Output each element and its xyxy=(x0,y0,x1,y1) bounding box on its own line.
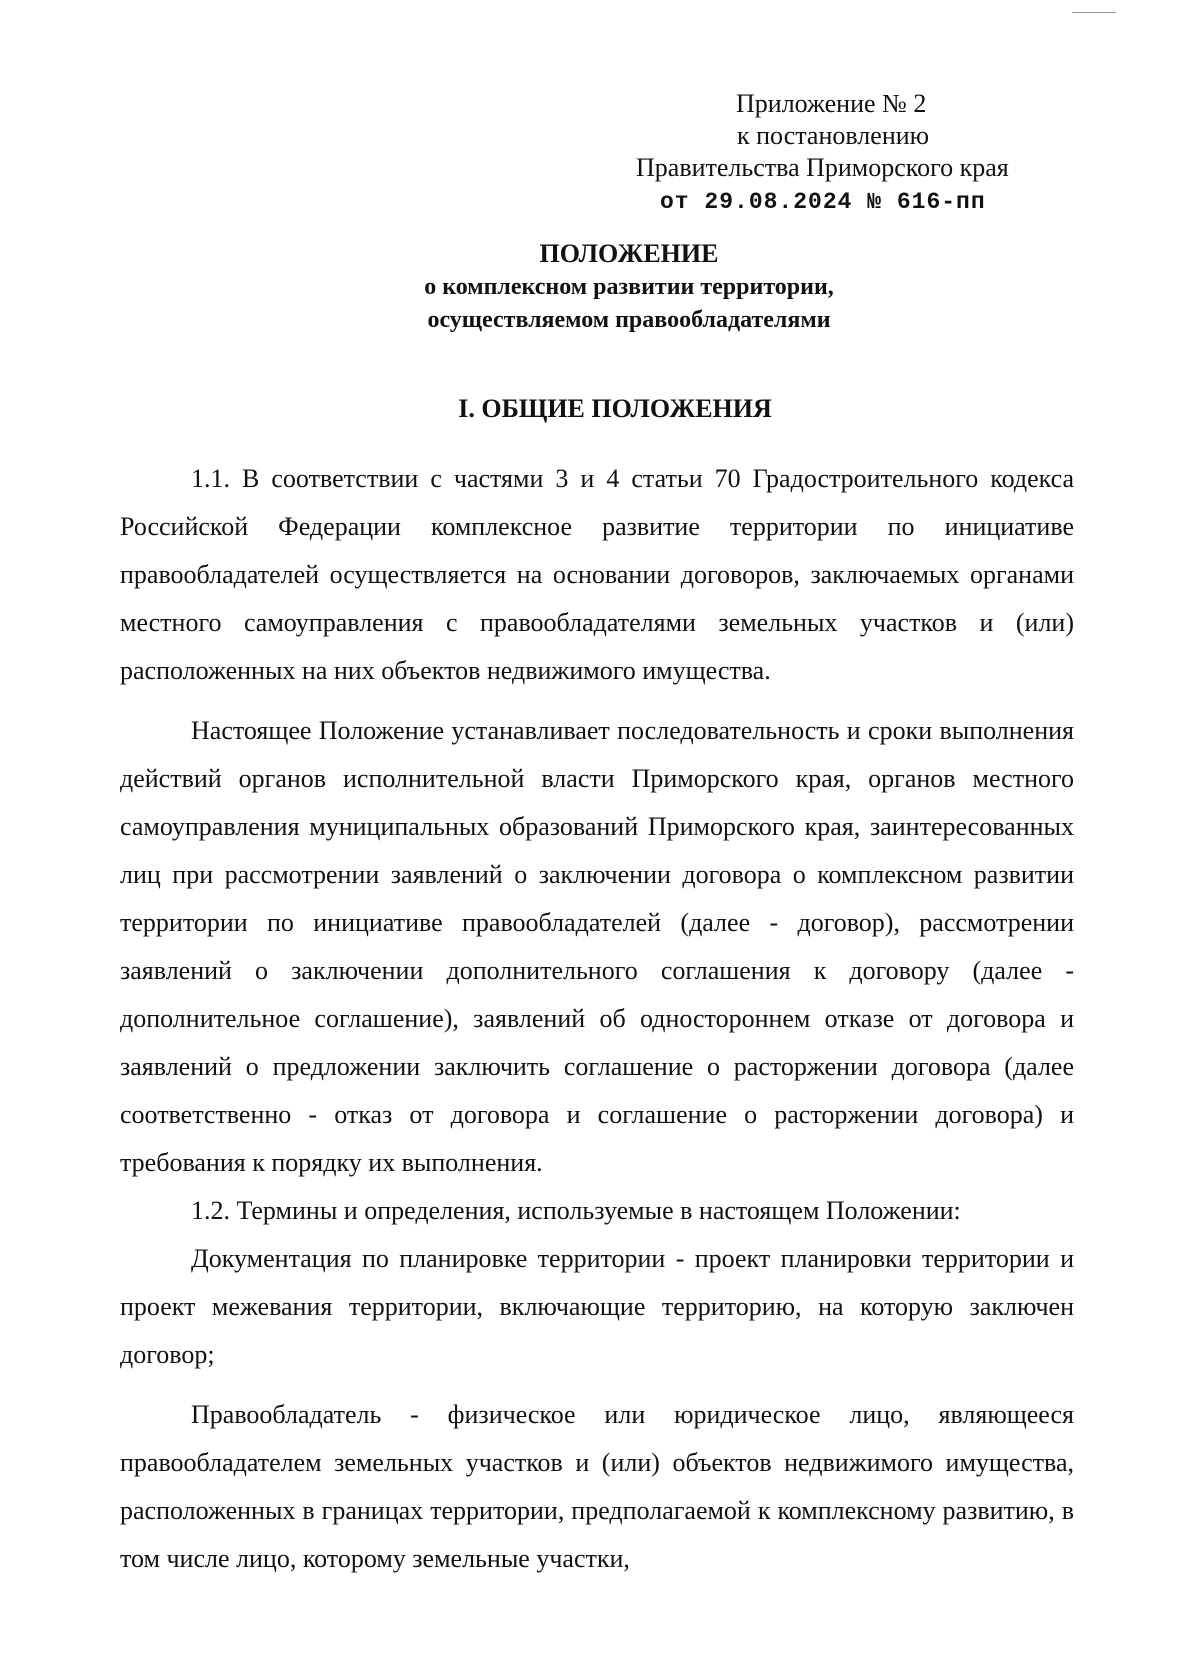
section-heading: I. ОБЩИЕ ПОЛОЖЕНИЯ xyxy=(458,394,772,423)
paragraph-definition-documentation: Документация по планировке территории - проект планировки территории и проект межевания территории, включающие территорию, на которую заключен договор; xyxy=(120,1244,1074,1369)
attachment-date-number: от 29.08.2024 № 616-пп xyxy=(660,189,986,215)
paragraph-1-2: 1.2. Термины и определения, используемые в настоящем Положении: xyxy=(191,1196,961,1225)
attachment-to-decree: к постановлению xyxy=(737,121,930,150)
paragraph-1-1: 1.1. В соответствии с частями 3 и 4 статьи 70 Градостроительного кодекса Российской Федерации комплексное развитие территории по инициативе правообладателей осуществляется на основании договоров, заключаемых органами местного самоуправления с правообладателями земельных участков и (или) расположенных на них объектов недвижимого имущества. xyxy=(120,464,1074,685)
attachment-authority: Правительства Приморского края xyxy=(636,153,1009,182)
title-subtitle-line2: осуществляемом правообладателями xyxy=(427,307,831,333)
document-title xyxy=(0,237,1200,337)
scan-mark xyxy=(1072,12,1116,13)
attachment-number: Приложение № 2 xyxy=(736,89,927,118)
document-body xyxy=(120,455,1074,1583)
paragraph-definition-rightholder: Правообладатель - физическое или юридическое лицо, являющееся правообладателем земельных участков и (или) объектов недвижимого имущества, расположенных в границах территории, предполагаемой к комплексному развитию, в том числе лицо, которому земельные участки, xyxy=(120,1400,1074,1573)
title-main: ПОЛОЖЕНИЕ xyxy=(539,239,719,268)
paragraph-scope: Настоящее Положение устанавливает последовательность и сроки выполнения действий органов исполнительной власти Приморского края, органов местного самоуправления муниципальных образований Приморского края, заинтересованных лиц при рассмотрении заявлений о заключении договора о комплексном развитии территории по инициативе правообладателей (далее - договор), рассмотрении заявлений о заключении дополнительного соглашения к договору (далее - дополнительное соглашение), заявлений об одностороннем отказе от договора и заявлений о предложении заключить соглашение о расторжении договора (далее соответственно - отказ от договора и соглашение о расторжении договора) и требования к порядку их выполнения. xyxy=(120,716,1074,1177)
attachment-block xyxy=(636,88,1066,218)
title-subtitle-line1: о комплексном развитии территории, xyxy=(424,274,834,300)
